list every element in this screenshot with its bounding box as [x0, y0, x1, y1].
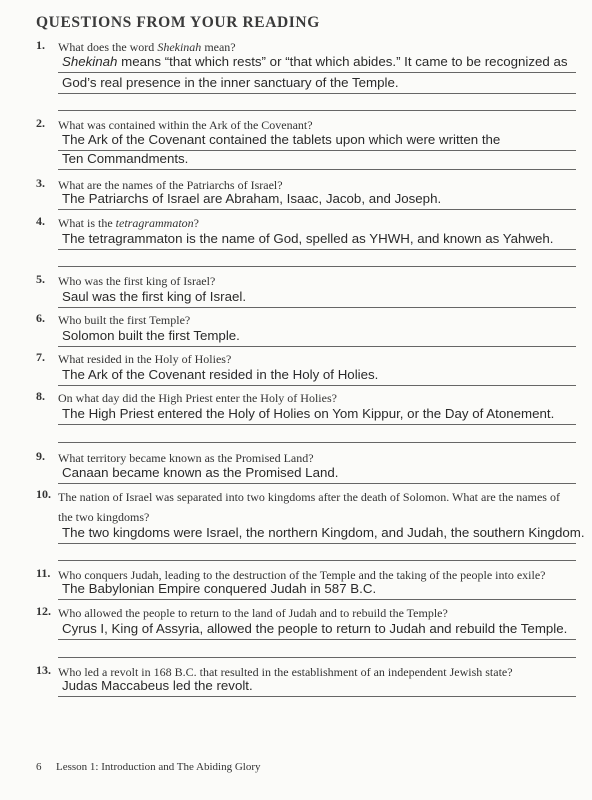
answer-text: Solomon built the first Temple. [62, 328, 240, 343]
question-number: 1. [36, 38, 45, 52]
question-number: 9. [36, 449, 45, 463]
answer-text: The Ark of the Covenant contained the tablets upon which were written the [62, 132, 501, 147]
answer-line[interactable] [58, 638, 576, 658]
question-number: 10. [36, 487, 51, 501]
question-text: Who allowed the people to return to the land of Judah and to rebuild the Temple? [58, 606, 448, 620]
answer-text: The two kingdoms were Israel, the northern Kingdom, and Judah, the southern Kingdom. [62, 525, 585, 540]
question-text: What territory became known as the Promised Land? [58, 451, 314, 465]
answer-line[interactable] [58, 247, 576, 267]
question-number: 7. [36, 350, 45, 364]
answer-text: Canaan became known as the Promised Land. [62, 465, 339, 480]
page-number: 6 [36, 761, 42, 773]
question-text: What is the tetragrammaton? [58, 216, 199, 230]
answer-text: Saul was the first king of Israel. [62, 289, 247, 304]
answer-text: Judas Maccabeus led the revolt. [62, 678, 253, 693]
answer-text: Ten Commandments. [62, 151, 189, 166]
question-text: The nation of Israel was separated into two kingdoms after the death of Solomon. What are the names of the two kingdoms? [58, 490, 560, 524]
question-text: What are the names of the Patriarchs of Israel? [58, 178, 283, 192]
question-text: What was contained within the Ark of the Covenant? [58, 118, 313, 132]
question-number: 2. [36, 116, 45, 130]
question-number: 13. [36, 663, 51, 677]
answer-line[interactable] [58, 91, 576, 111]
answer-line[interactable] [58, 423, 576, 443]
question-number: 6. [36, 311, 45, 325]
question-text: Who was the first king of Israel? [58, 274, 216, 288]
question-text: Who led a revolt in 168 B.C. that resulted in the establishment of an independent Jewish state? [58, 665, 513, 679]
answer-text: The Patriarchs of Israel are Abraham, Isaac, Jacob, and Joseph. [62, 191, 442, 206]
answer-text: The Babylonian Empire conquered Judah in 587 B.C. [62, 581, 377, 596]
question-number: 12. [36, 604, 51, 618]
question-text: What does the word Shekinah mean? [58, 40, 236, 54]
answer-text: Cyrus I, King of Assyria, allowed the people to return to Judah and rebuild the Temple. [62, 621, 568, 636]
answer-text: The High Priest entered the Holy of Holies on Yom Kippur, or the Day of Atonement. [62, 406, 555, 421]
question-number: 5. [36, 272, 45, 286]
question-text: On what day did the High Priest enter the Holy of Holies? [58, 391, 337, 405]
question-number: 3. [36, 176, 45, 190]
answer-text: God’s real presence in the inner sanctuary of the Temple. [62, 75, 399, 90]
question-number: 11. [36, 566, 51, 580]
question-number: 8. [36, 389, 45, 403]
question-text: Who conquers Judah, leading to the destruction of the Temple and the taking of the people into exile? [58, 568, 546, 582]
question-text: Who built the first Temple? [58, 313, 191, 327]
question-number: 4. [36, 214, 45, 228]
answer-line[interactable] [58, 541, 576, 561]
question-text: What resided in the Holy of Holies? [58, 352, 232, 366]
answer-text: Shekinah means “that which rests” or “that which abides.” It came to be recognized as [62, 54, 568, 69]
answer-text: The tetragrammaton is the name of God, spelled as YHWH, and known as Yahweh. [62, 231, 554, 246]
lesson-title: Lesson 1: Introduction and The Abiding Glory [56, 761, 261, 773]
section-heading: QUESTIONS FROM YOUR READING [36, 14, 320, 31]
answer-text: The Ark of the Covenant resided in the Holy of Holies. [62, 367, 379, 382]
